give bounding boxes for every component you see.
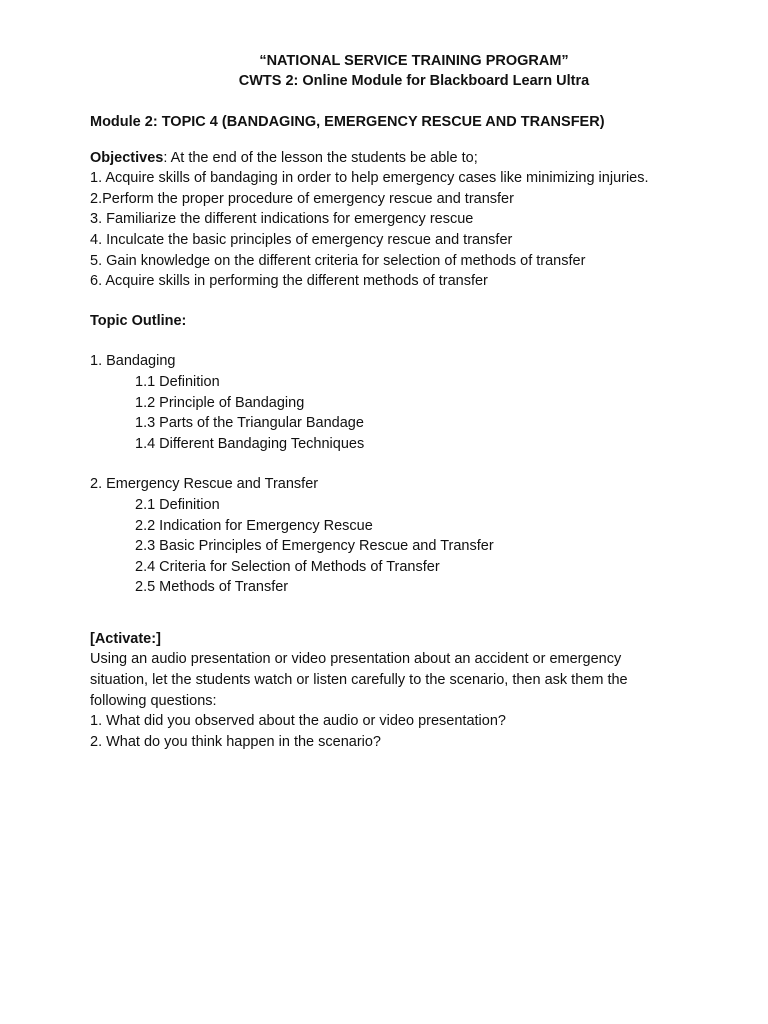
- activate-text-line: following questions:: [90, 692, 217, 709]
- outline-item: 2.1 Definition: [135, 496, 220, 513]
- outline-group-emergency-rescue: [90, 474, 708, 598]
- objective-item: 2.Perform the proper procedure of emergency rescue and transfer: [90, 190, 514, 207]
- objectives-intro: : At the end of the lesson the students be able to;: [163, 149, 478, 166]
- outline-item: 2.3 Basic Principles of Emergency Rescue and Transfer: [135, 538, 494, 555]
- objectives-label: Objectives: [90, 149, 164, 166]
- outline-item: 1.4 Different Bandaging Techniques: [135, 435, 365, 452]
- program-title: “NATIONAL SERVICE TRAINING PROGRAM”: [259, 53, 569, 69]
- objective-item: 4. Inculcate the basic principles of emergency rescue and transfer: [90, 231, 513, 248]
- activate-section: [90, 629, 708, 753]
- topic-outline-title: Topic Outline:: [90, 312, 187, 329]
- objective-item: 1. Acquire skills of bandaging in order to help emergency cases like minimizing injuries.: [90, 170, 649, 187]
- activate-text-line: situation, let the students watch or listen carefully to the scenario, then ask them the: [90, 672, 628, 689]
- outline-item: 2.4 Criteria for Selection of Methods of Transfer: [135, 558, 440, 575]
- objective-item: 6. Acquire skills in performing the different methods of transfer: [90, 273, 488, 290]
- activate-label: [Activate:]: [90, 630, 161, 647]
- outline-item: 1.1 Definition: [135, 373, 220, 390]
- activate-text-line: Using an audio presentation or video presentation about an accident or emergency: [90, 651, 622, 668]
- course-title: CWTS 2: Online Module for Blackboard Learn Ultra: [238, 73, 590, 89]
- module-title: Module 2: TOPIC 4 (BANDAGING, EMERGENCY RESCUE AND TRANSFER): [90, 114, 605, 130]
- outline-item: 1.3 Parts of the Triangular Bandage: [135, 415, 364, 432]
- outline-item: 2.5 Methods of Transfer: [135, 579, 289, 596]
- objective-item: 5. Gain knowledge on the different criteria for selection of methods of transfer: [90, 252, 586, 269]
- outline-item: 2.2 Indication for Emergency Rescue: [135, 517, 373, 534]
- outline-group-bandaging: [90, 351, 708, 454]
- document-header: [60, 51, 768, 91]
- activate-question: 2. What do you think happen in the scenario?: [90, 733, 381, 750]
- objective-item: 3. Familiarize the different indications for emergency rescue: [90, 211, 474, 228]
- outline-group-title: 2. Emergency Rescue and Transfer: [90, 476, 319, 493]
- objectives-section: [90, 148, 708, 292]
- activate-question: 1. What did you observed about the audio or video presentation?: [90, 713, 506, 730]
- outline-item: 1.2 Principle of Bandaging: [135, 394, 305, 411]
- objectives-lead: [90, 148, 708, 169]
- outline-group-title: 1. Bandaging: [90, 353, 176, 370]
